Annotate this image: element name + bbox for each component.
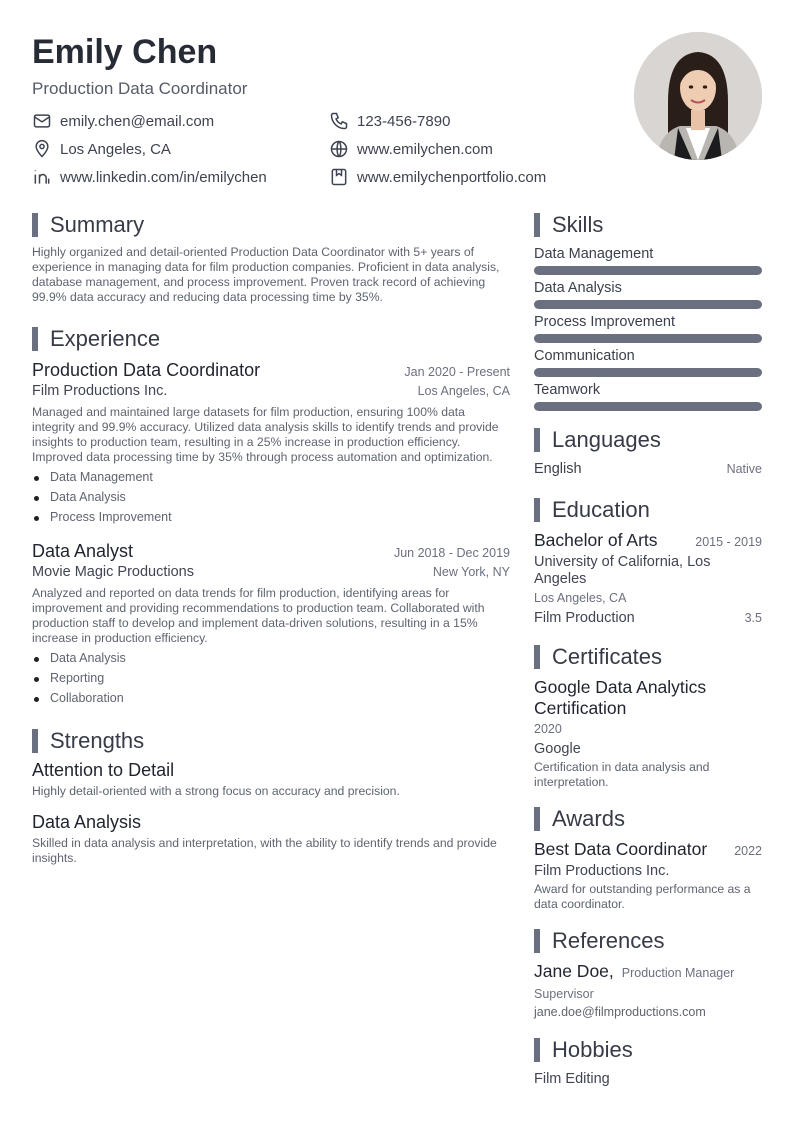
job-dates: Jan 2020 - Present: [404, 365, 510, 379]
reference-email[interactable]: jane.doe@filmproductions.com: [534, 1005, 706, 1019]
globe-icon: [329, 139, 349, 159]
skill-item: [534, 381, 762, 411]
location-pin-icon: [32, 139, 52, 159]
linkedin-text: www.linkedin.com/in/emilychen: [60, 168, 267, 186]
strength-text: Skilled in data analysis and interpretation, with the ability to identify trends and provide insights.: [32, 836, 497, 865]
skill-level-bar: [534, 334, 762, 343]
section-accent-bar: [534, 213, 540, 237]
job-description: Analyzed and reported on data trends for film production, identifying areas for improvement and providing recommendations to production team. Collaborated with production staff to develop and implement data-driven solutions, resulting in a 15% increase in production efficiency.: [32, 586, 485, 645]
reference-name: Jane Doe,: [534, 961, 614, 981]
section-accent-bar: [534, 807, 540, 831]
mail-icon: [32, 111, 52, 131]
section-accent-bar: [534, 1038, 540, 1062]
skill-name: Teamwork: [534, 382, 601, 398]
job-location: New York, NY: [432, 565, 510, 579]
experience-item: [32, 360, 510, 527]
right-column: [534, 212, 762, 1087]
phone-icon: [329, 111, 349, 131]
section-accent-bar: [32, 327, 38, 351]
contact-location: [32, 138, 329, 160]
certificate-name: Google Data Analytics Certification: [534, 677, 707, 718]
job-skill-list: [32, 467, 510, 527]
contact-phone[interactable]: [329, 110, 626, 132]
location-text: Los Angeles, CA: [60, 140, 171, 158]
language-item: [534, 461, 762, 477]
summary-text: Highly organized and detail-oriented Production Data Coordinator with 5+ years of experience in managing data for film production companies. Proficient in data analysis, database management, and process improvement. Proven track record of achieving 99.9% data accuracy and reducing data processing time by 35%.: [32, 245, 500, 304]
section-accent-bar: [32, 729, 38, 753]
list-item: [32, 648, 510, 668]
award-year: 2022: [734, 844, 762, 858]
left-column: [32, 212, 510, 866]
skill-name: Data Management: [534, 246, 654, 262]
list-item: [32, 507, 510, 527]
section-accent-bar: [534, 498, 540, 522]
job-company: Film Productions Inc.: [32, 383, 168, 399]
bullet-icon: [34, 657, 39, 662]
certificate-description: Certification in data analysis and interpretation.: [534, 760, 710, 789]
certificate-item: [534, 677, 762, 790]
strength-title: Attention to Detail: [32, 760, 175, 780]
portrait-illustration: [634, 32, 762, 160]
section-accent-bar: [32, 213, 38, 237]
education-item: [534, 530, 762, 626]
section-accent-bar: [534, 645, 540, 669]
references-heading: [534, 928, 762, 954]
list-item-text: Data Analysis: [50, 490, 126, 504]
list-item-text: Data Analysis: [50, 651, 126, 665]
skill-name: Data Analysis: [534, 280, 622, 296]
list-item: [32, 688, 510, 708]
job-description: Managed and maintained large datasets for film production, ensuring 100% data integrity and 99.9% accuracy. Utilized data analysis skills to identify trends and provide insights to production team, resulting in a 25% increase in production efficiency. Improved data processing time by 35% through process automation and optimization.: [32, 405, 499, 464]
list-item-text: Reporting: [50, 671, 105, 685]
education-heading-text: Education: [552, 497, 650, 522]
education-heading: [534, 497, 762, 523]
contact-email[interactable]: [32, 110, 329, 132]
skill-item: [534, 279, 762, 309]
resume-header: [32, 32, 632, 188]
bullet-icon: [34, 516, 39, 521]
languages-heading-text: Languages: [552, 427, 661, 452]
certificate-year: 2020: [534, 722, 562, 736]
language-level: Native: [726, 462, 762, 476]
skill-item: [534, 245, 762, 275]
experience-item: [32, 541, 510, 708]
section-accent-bar: [534, 929, 540, 953]
job-title: Data Analyst: [32, 541, 134, 561]
job-skill-list: [32, 648, 510, 708]
skills-heading: [534, 212, 762, 238]
field-of-study: Film Production: [534, 610, 635, 626]
contact-list: [32, 110, 632, 188]
award-issuer: Film Productions Inc.: [534, 863, 670, 879]
skill-level-bar: [534, 402, 762, 411]
strength-item: [32, 812, 510, 866]
skill-level-bar: [534, 368, 762, 377]
candidate-name: Emily Chen: [32, 33, 218, 71]
list-item: [32, 487, 510, 507]
skill-item: [534, 313, 762, 343]
bullet-icon: [34, 476, 39, 481]
job-dates: Jun 2018 - Dec 2019: [393, 546, 510, 560]
list-item: [32, 467, 510, 487]
list-item-text: Process Improvement: [50, 510, 172, 524]
awards-heading: [534, 806, 762, 832]
references-heading-text: References: [552, 928, 665, 953]
strength-title: Data Analysis: [32, 812, 142, 832]
website-text: www.emilychen.com: [357, 140, 493, 158]
award-item: [534, 839, 762, 912]
reference-relation: Supervisor: [534, 987, 594, 1001]
bullet-icon: [34, 496, 39, 501]
section-accent-bar: [534, 428, 540, 452]
strengths-heading-text: Strengths: [50, 728, 145, 753]
experience-heading-text: Experience: [50, 326, 161, 351]
school-location: Los Angeles, CA: [534, 591, 627, 605]
candidate-title: Production Data Coordinator: [32, 79, 248, 98]
school-name: University of California, Los Angeles: [534, 554, 711, 587]
job-location: Los Angeles, CA: [417, 384, 510, 398]
summary-heading-text: Summary: [50, 212, 145, 237]
list-item-text: Collaboration: [50, 691, 124, 705]
skill-level-bar: [534, 266, 762, 275]
job-company: Movie Magic Productions: [32, 564, 194, 580]
linkedin-icon: [32, 167, 52, 187]
award-name: Best Data Coordinator: [534, 839, 708, 859]
bullet-icon: [34, 677, 39, 682]
awards-heading-text: Awards: [552, 806, 625, 831]
strength-text: Highly detail-oriented with a strong focus on accuracy and precision.: [32, 784, 400, 798]
list-item: [32, 668, 510, 688]
hobbies-heading-text: Hobbies: [552, 1037, 633, 1062]
skill-level-bar: [534, 300, 762, 309]
contact-linkedin[interactable]: [32, 166, 329, 188]
skill-name: Communication: [534, 348, 635, 364]
certificates-heading-text: Certificates: [552, 644, 663, 669]
strength-item: [32, 760, 510, 799]
phone-text: 123-456-7890: [357, 112, 451, 130]
skills-list: [534, 245, 762, 411]
certificates-heading: [534, 644, 762, 670]
hobby-item: Film Editing: [534, 1071, 610, 1087]
skills-heading-text: Skills: [552, 212, 604, 237]
reference-item: [534, 961, 762, 1019]
language-name: English: [534, 461, 582, 477]
gpa: 3.5: [744, 611, 762, 625]
contact-website[interactable]: [329, 138, 626, 160]
portfolio-icon: [329, 167, 349, 187]
reference-role: Production Manager: [621, 966, 735, 980]
portfolio-text: www.emilychenportfolio.com: [357, 168, 547, 186]
hobbies-heading: [534, 1037, 762, 1063]
education-dates: 2015 - 2019: [695, 535, 762, 549]
profile-photo: [634, 32, 762, 160]
skill-name: Process Improvement: [534, 314, 676, 330]
bullet-icon: [34, 697, 39, 702]
summary-heading: [32, 212, 510, 238]
email-text: emily.chen@email.com: [60, 112, 215, 130]
job-title: Production Data Coordinator: [32, 360, 261, 380]
contact-portfolio[interactable]: [329, 166, 626, 188]
list-item-text: Data Management: [50, 470, 153, 484]
skill-item: [534, 347, 762, 377]
degree: Bachelor of Arts: [534, 530, 658, 550]
strengths-heading: [32, 728, 510, 754]
experience-heading: [32, 326, 510, 352]
languages-heading: [534, 427, 762, 453]
certificate-issuer: Google: [534, 741, 581, 757]
award-description: Award for outstanding performance as a data coordinator.: [534, 882, 751, 911]
